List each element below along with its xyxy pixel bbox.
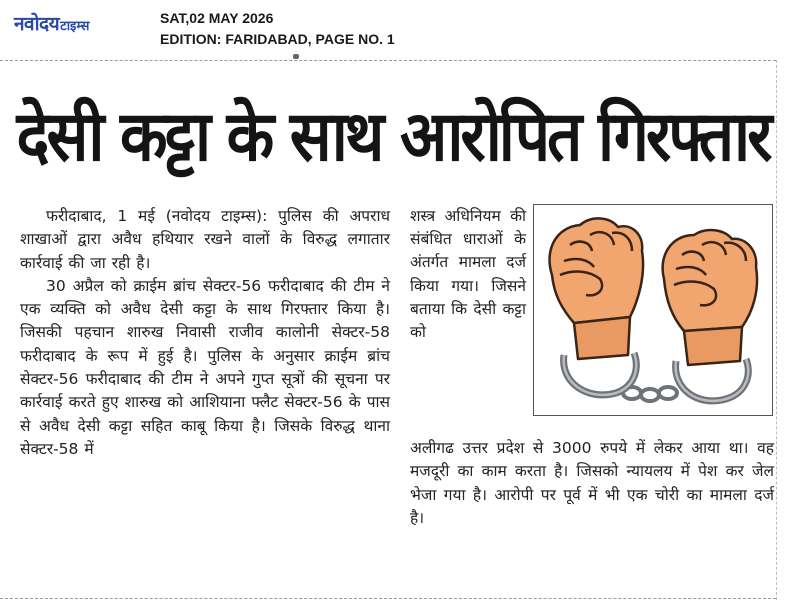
right-column-wide: अलीगढ उत्तर प्रदेश से 3000 रुपये में लेकर आया था। वह मजदूरी का काम करता है। जिसको न्यायलय में पेश कर जेल भेजा गया है। आरोपी पर पूर्व में भी एक चोरी का मामला दर्ज है। <box>410 439 774 527</box>
article-headline: देसी कट्टा के साथ आरोपित गिरफ्तार <box>16 94 770 177</box>
paragraph-arrest: 30 अप्रैल को क्राईम ब्रांच सेक्टर-56 फरीदाबाद की टीम ने एक व्यक्ति को अवैध देसी कट्टा के साथ गिरफ्तार किया है। जिसकी पहचान शारुख निवासी राजीव कालोनी सेक्टर-58 फरीदाबाद के रूप में हुई है। पुलिस के अनुसार क्राईम ब्रांच सेक्टर-56 फरीदाबाद की टीम ने अपने गुप्त सूत्रों की सूचना पर कार्रवाई करते हुए शारुख को आशियाना फ्लैट सेक्टर-56 के पास से अवैध देसी कट्टा सहित काबू किया है। जिसके विरुद्ध थाना सेक्टर-58 में <box>20 276 390 458</box>
issue-date: SAT,02 MAY 2026 <box>160 10 274 26</box>
paragraph-dateline: फरीदाबाद, 1 मई (नवोदय टाइम्स): पुलिस की अपराध शाखाओं द्वारा अवैध हथियार रखने वालों के विरुद्ध लगातार कार्रवाई की जा रही है। <box>20 207 390 272</box>
top-divider <box>0 60 776 61</box>
edition-page: EDITION: FARIDABAD, PAGE NO. 1 <box>160 31 395 47</box>
right-divider <box>776 60 777 600</box>
logo-sub-text: टाइम्स <box>60 19 90 34</box>
edition-info <box>160 8 395 50</box>
bottom-divider <box>0 598 776 599</box>
article-photo <box>533 204 773 416</box>
logo-main-text: नवोदय <box>14 13 60 35</box>
masthead <box>0 0 799 58</box>
left-column <box>20 205 390 461</box>
newspaper-logo <box>14 10 89 36</box>
crop-mark <box>293 54 299 59</box>
right-column-narrow: शस्त्र अधिनियम की संबंधित धाराओं के अंतर्गत मामला दर्ज किया गया। जिसने बताया कि देसी कट्टा को <box>410 207 526 342</box>
handcuffed-fists-icon <box>534 205 772 415</box>
